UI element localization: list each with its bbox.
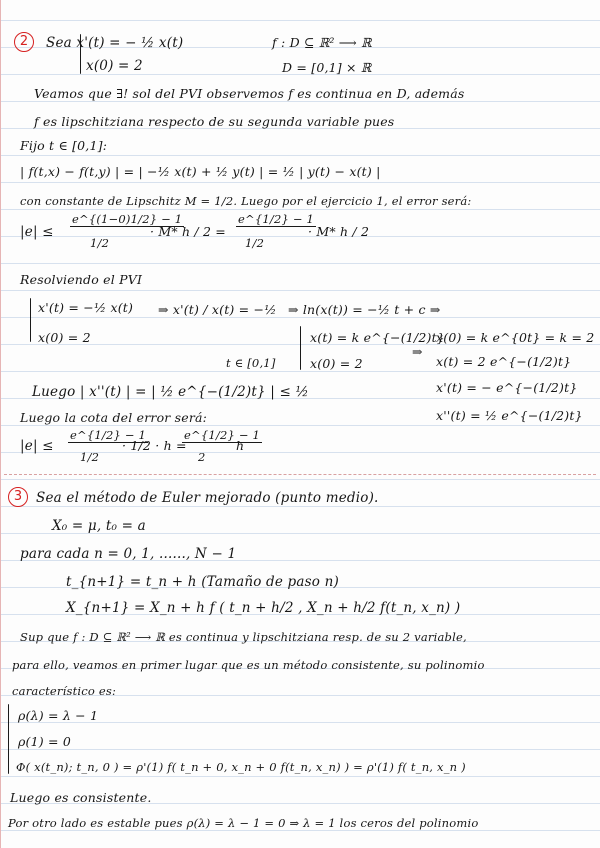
interval-note: t ∈ [0,1] [226, 356, 276, 370]
text-line: para ello, veamos en primer lugar que es un método consistente, su polinomio [12, 658, 485, 672]
polynomial-value: ρ(1) = 0 [18, 734, 72, 749]
particular-solution: x(t) = 2 e^{−(1/2)t} [436, 354, 572, 369]
first-derivative: x'(t) = − e^{−(1/2)t} [436, 380, 578, 395]
fraction-denominator: 1/2 [80, 450, 100, 464]
fraction-numerator: e^{1/2} − 1 [238, 212, 315, 226]
text-line: f es lipschitziana respecto de su segunda variable pues [34, 114, 395, 129]
text-line: Veamos que ∃! sol del PVI observemos f es continua en D, además [34, 86, 465, 101]
error-bound-factor: h [236, 438, 245, 453]
system-brace [8, 704, 9, 774]
error-bound-factor: · 1/2 · h = [122, 438, 187, 453]
initial-condition: x(0) = 2 [310, 356, 363, 371]
error-bound-factor: · M* h / 2 = [150, 224, 226, 239]
system-brace [300, 326, 301, 370]
increment-function: Φ( x(t_n); t_n, 0 ) = ρ'(1) f( t_n + 0, x_n + 0 f(t_n, x_n) ) = ρ'(1) f( t_n, x_n ) [16, 760, 466, 774]
problem-number-circle: 3 [8, 487, 28, 507]
text-line: Luego la cota del error será: [20, 410, 208, 425]
problem-number-circle: 2 [14, 32, 34, 52]
error-bound-factor: · M* h / 2 [308, 224, 370, 239]
text-line: Resolviendo el PVI [20, 272, 143, 287]
ode-equation: x'(t) = −½ x(t) [38, 300, 134, 315]
second-derivative: x''(t) = ½ e^{−(1/2)t} [436, 408, 583, 423]
function-domain: f : D ⊆ ℝ² ⟶ ℝ [272, 35, 372, 50]
loop-statement: para cada n = 0, 1, ......, N − 1 [20, 546, 237, 562]
section-divider [4, 474, 596, 475]
fraction-denominator: 1/2 [245, 236, 265, 250]
initial-condition: x(0) = 2 [38, 330, 91, 345]
initial-condition: x(0) = 2 [86, 58, 143, 74]
ode-equation: Sea x'(t) = − ½ x(t) [46, 35, 184, 51]
error-bound-label: |e| ≤ [20, 224, 54, 240]
lipschitz-inequality: | f(t,x) − f(t,y) | = | −½ x(t) + ½ y(t) | = ½ | y(t) − x(t) | [20, 164, 381, 179]
text-line: con constante de Lipschitz M = 1/2. Luego por el ejercicio 1, el error será: [20, 194, 472, 208]
fraction-numerator: e^{1/2} − 1 [70, 428, 147, 442]
text-line: característico es: [12, 684, 117, 698]
text-line: Por otro lado es estable pues ρ(λ) = λ − 1 = 0 ⇒ λ = 1 los ceros del polinomio [8, 816, 479, 830]
second-derivative-bound: Luego | x''(t) | = | ½ e^{−(1/2)t} | ≤ ½ [32, 384, 309, 400]
fraction-numerator: e^{(1−0)1/2} − 1 [72, 212, 183, 226]
text-line: Sup que f : D ⊆ ℝ² ⟶ ℝ es continua y lipschitziana resp. de su 2 variable, [20, 630, 467, 644]
margin-line [0, 0, 1, 848]
system-brace [30, 298, 31, 342]
step-equation: t_{n+1} = t_n + h (Tamaño de paso n) [66, 574, 339, 590]
fraction-denominator: 1/2 [90, 236, 110, 250]
text-line: Luego es consistente. [10, 790, 152, 805]
text-line: Fijo t ∈ [0,1]: [20, 138, 108, 153]
separated-equation: ⇒ x'(t) / x(t) = −½ [158, 302, 277, 317]
initial-values: X₀ = μ, t₀ = a [52, 518, 146, 534]
domain-definition: D = [0,1] × ℝ [282, 60, 372, 75]
implies-arrow: ⇒ [412, 344, 423, 359]
fraction-denominator: 2 [198, 450, 206, 464]
constant-value: x(0) = k e^{0t} = k = 2 [436, 330, 595, 345]
general-solution: x(t) = k e^{−(1/2)t} [310, 330, 445, 345]
log-solution: ⇒ ln(x(t)) = −½ t + c ⇒ [288, 302, 441, 317]
method-equation: X_{n+1} = X_n + h f ( t_n + h/2 , X_n + h/2 f(t_n, x_n) ) [66, 600, 461, 616]
characteristic-polynomial: ρ(λ) = λ − 1 [18, 708, 99, 723]
fraction-numerator: e^{1/2} − 1 [184, 428, 261, 442]
problem-statement: Sea el método de Euler mejorado (punto medio). [36, 490, 379, 506]
error-bound-label: |e| ≤ [20, 438, 54, 454]
